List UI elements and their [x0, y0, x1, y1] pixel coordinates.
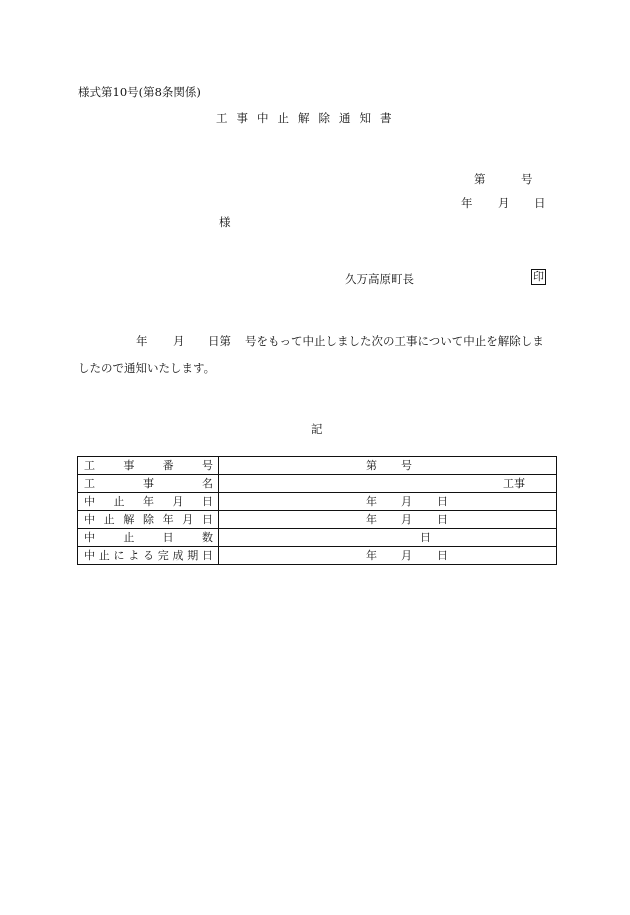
value-project-name: 工事: [219, 475, 557, 493]
issue-date-day: 日: [534, 196, 546, 210]
table-row: [78, 529, 557, 547]
table-row: [78, 475, 557, 493]
row-label-release-date: 中 止 解 除 年 月 日: [78, 511, 219, 529]
body-year: 年: [136, 334, 148, 348]
table-row: [78, 547, 557, 565]
body-month: 月: [173, 334, 185, 348]
addressee-honorific: 様: [219, 215, 231, 229]
body-rest: 号をもって中止しました次の工事について中止を解除しま: [245, 334, 544, 348]
value-completion-deadline: 年 月 日: [219, 547, 557, 565]
document-number-suffix: 号: [521, 172, 533, 186]
table-row: [78, 493, 557, 511]
body-day-dai: 日第: [208, 334, 231, 348]
document-number-prefix: 第: [474, 172, 486, 186]
form-number-label: 様式第10号(第8条関係): [78, 85, 201, 99]
row-label-completion-deadline: 中 止 に よ る 完 成 期 日: [78, 547, 219, 565]
body-text-line-1: [78, 333, 558, 351]
value-suspension-date: 年 月 日: [219, 493, 557, 511]
table-row: [78, 511, 557, 529]
value-suspension-days: 日: [219, 529, 557, 547]
row-label-suspension-days: 中 止 日 数: [78, 529, 219, 547]
issue-date-month: 月: [498, 196, 510, 210]
details-table: [77, 456, 557, 565]
value-project-number: 第 号: [219, 457, 557, 475]
row-label-project-name: 工 事 名: [78, 475, 219, 493]
ki-heading: 記: [311, 422, 323, 436]
body-text-line-2: したので通知いたします。: [78, 361, 216, 375]
document-title: 工事中止解除通知書: [216, 111, 401, 125]
sender-name: 久万高原町長: [345, 272, 414, 286]
table-row: [78, 457, 557, 475]
value-release-date: 年 月 日: [219, 511, 557, 529]
row-label-suspension-date: 中 止 年 月 日: [78, 493, 219, 511]
issue-date-year: 年: [461, 196, 473, 210]
row-label-project-number: 工 事 番 号: [78, 457, 219, 475]
seal-mark: 印: [533, 270, 544, 283]
